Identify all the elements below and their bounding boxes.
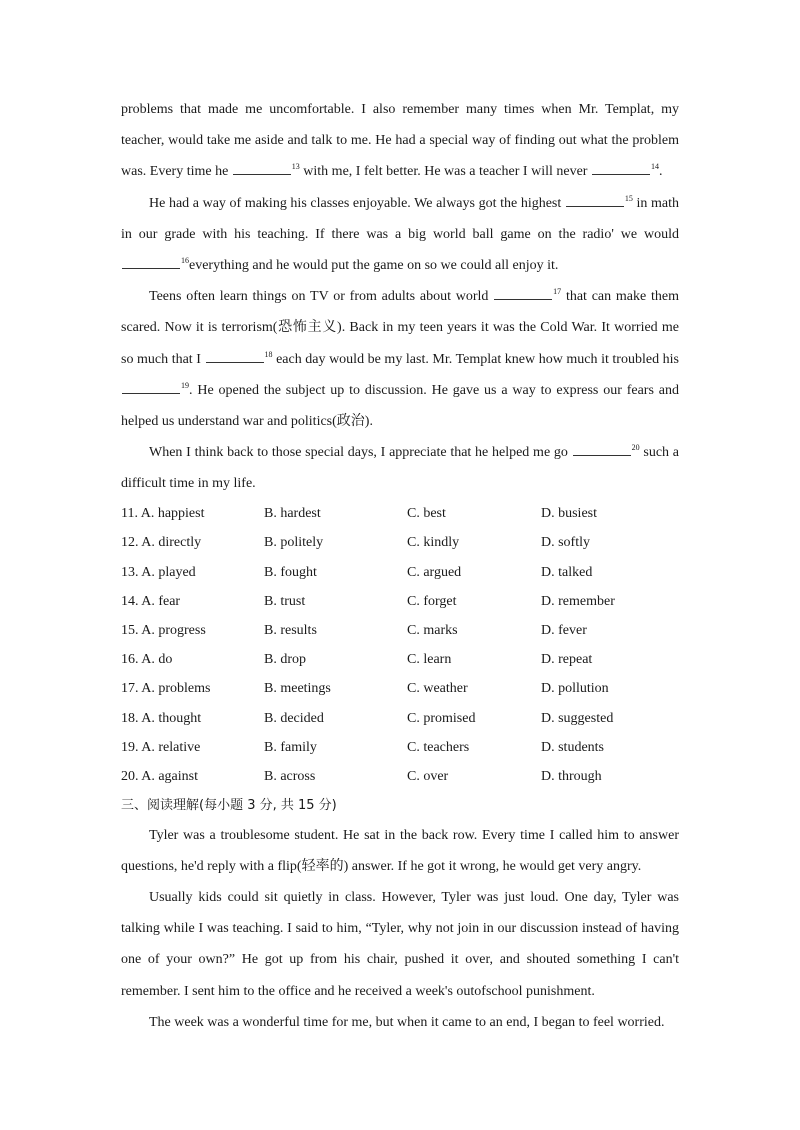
options-list (121, 500, 679, 792)
option-a: 19. A. relative (121, 739, 201, 755)
text-run: in math in our grade with his teaching. If there was a big world ball game on the radio' we would (121, 195, 679, 242)
text-run: . He opened the subject up to discussion. He gave us a way to express our fears and helped us understand war and politics(政治). (121, 382, 679, 430)
option-c: C. best (407, 506, 446, 522)
option-a: 20. A. against (121, 768, 198, 784)
option-b: B. family (264, 739, 317, 755)
option-a: 16. A. do (121, 652, 173, 668)
option-c: C. teachers (407, 739, 470, 755)
option-a: 12. A. directly (121, 535, 202, 551)
option-c: C. promised (407, 710, 476, 726)
blank-line (494, 287, 552, 300)
option-d: D. pollution (541, 681, 609, 697)
option-d: D. remember (541, 593, 615, 609)
blank-number: 17 (553, 287, 562, 297)
text-run: each day would be my last. Mr. Templat knew how much it troubled his (272, 351, 679, 367)
paragraph-4 (121, 437, 679, 499)
option-b: B. trust (264, 593, 306, 609)
paragraph-2 (121, 188, 679, 282)
option-d: D. through (541, 768, 602, 784)
blank-line (122, 381, 180, 394)
section-title: 三、阅读理解(每小题 3 分, 共 15 分) (121, 797, 337, 813)
option-c: C. kindly (407, 535, 460, 551)
text-run: Teens often learn things on TV or from adults about world (149, 289, 494, 305)
blank-number: 19 (181, 380, 189, 390)
text-run: with me, I felt better. He was a teacher I will never (299, 164, 591, 180)
blank-line (592, 162, 650, 175)
option-c: C. over (407, 768, 449, 784)
blank-number: 20 (631, 443, 640, 453)
text-run: He had a way of making his classes enjoyable. We always got the highest (149, 195, 565, 211)
option-a: 15. A. progress (121, 622, 206, 638)
option-row (121, 762, 679, 791)
paragraph-3 (121, 281, 679, 437)
text-run: . (658, 164, 663, 180)
option-d: D. suggested (541, 710, 614, 726)
option-c: C. marks (407, 622, 458, 638)
option-d: D. softly (541, 535, 590, 551)
option-row (121, 616, 679, 645)
option-a: 13. A. played (121, 564, 196, 580)
option-b: B. decided (264, 710, 324, 726)
option-row (121, 646, 679, 675)
option-d: D. repeat (541, 652, 593, 668)
reading-paragraph-2: Usually kids could sit quietly in class. However, Tyler was just loud. One day, Tyler was talking while I was teaching. I said to him, “Tyler, why not join in our discussion instead of having one of your own?” He got up from his chair, pushed it over, and shouted something I can't remember. I sent him to the office and he received a week's outofschool punishment. (121, 889, 679, 999)
option-row (121, 558, 679, 587)
blank-line (206, 350, 264, 363)
text-run: problems that made me uncomfortable. I also remember many times when Mr. Templat, my teacher, would take me aside and talk to me. He had a special way of finding out what the problem was. Every time he (121, 102, 679, 180)
option-d: D. talked (541, 564, 593, 580)
option-b: B. fought (264, 564, 317, 580)
option-row (121, 587, 679, 616)
option-a: 11. A. happiest (121, 506, 205, 522)
text-run: that can make them scared. Now it is terrorism(恐怖主义). Back in my teen years it was the Cold War. It worried me so much that I (121, 289, 679, 367)
option-c: C. argued (407, 564, 462, 580)
option-d: D. busiest (541, 506, 597, 522)
text-run: When I think back to those special days, I appreciate that he helped me go (149, 445, 572, 461)
option-d: D. students (541, 739, 604, 755)
blank-line (122, 256, 180, 269)
reading-paragraph-3: The week was a wonderful time for me, but when it came to an end, I began to feel worried. (149, 1014, 665, 1030)
blank-number: 15 (624, 193, 633, 203)
option-b: B. politely (264, 535, 324, 551)
option-d: D. fever (541, 622, 587, 638)
option-b: B. results (264, 622, 317, 638)
document-page (121, 94, 679, 1038)
option-b: B. meetings (264, 681, 331, 697)
option-a: 17. A. problems (121, 681, 211, 697)
option-b: B. drop (264, 652, 306, 668)
reading-paragraph-1: Tyler was a troublesome student. He sat in the back row. Every time I called him to answer questions, he'd reply with a flip(轻率的) answer. If he got it wrong, he would get very angry. (121, 827, 679, 874)
option-a: 18. A. thought (121, 710, 202, 726)
blank-line (566, 194, 624, 207)
blank-number: 13 (291, 162, 300, 172)
option-row (121, 704, 679, 733)
option-b: B. hardest (264, 506, 321, 522)
text-run: such a difficult time in my life. (121, 445, 679, 492)
blank-line (233, 162, 291, 175)
blank-number: 14 (650, 162, 659, 172)
blank-number: 16 (181, 256, 189, 266)
option-c: C. forget (407, 593, 457, 609)
option-c: C. weather (407, 681, 468, 697)
text-run: everything and he would put the game on so we could all enjoy it. (189, 258, 559, 274)
option-b: B. across (264, 768, 316, 784)
option-row (121, 733, 679, 762)
blank-line (573, 443, 631, 456)
option-row (121, 529, 679, 558)
option-row (121, 500, 679, 529)
blank-number: 18 (264, 349, 273, 359)
option-c: C. learn (407, 652, 452, 668)
paragraph-1 (121, 94, 679, 188)
option-a: 14. A. fear (121, 593, 181, 609)
option-row (121, 675, 679, 704)
